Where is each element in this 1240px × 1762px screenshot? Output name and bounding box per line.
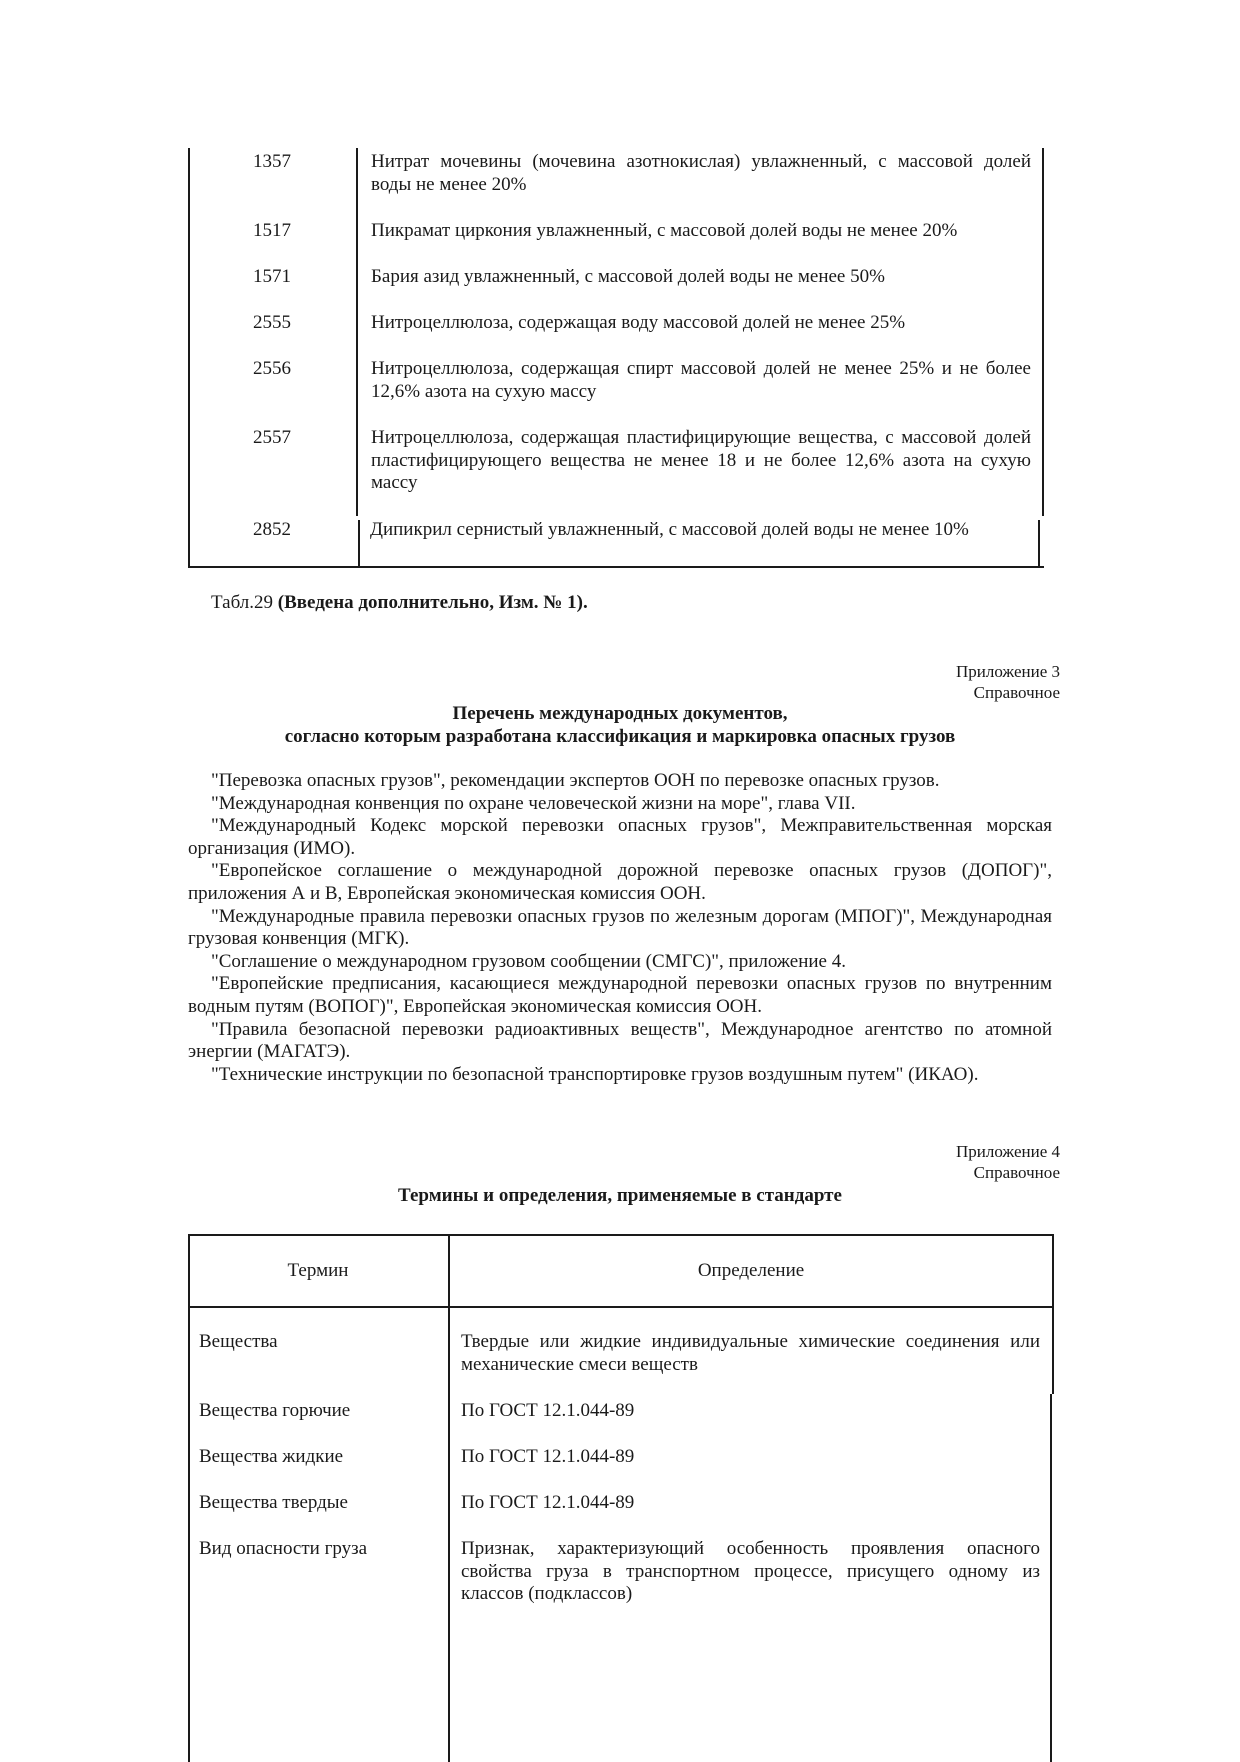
table-border-bottom (188, 566, 1044, 568)
annex-kind: Справочное (973, 683, 1060, 702)
un-number: 1571 (253, 266, 291, 287)
annex-3-title (188, 703, 1052, 748)
annex-4-title: Термины и определения, применяемые в стандарте (398, 1185, 842, 1206)
list-item: "Правила безопасной перевозки радиоактивных веществ", Международное агентство по атомной энергии (МАГАТЭ). (188, 1018, 1052, 1063)
term-cell: Вещества горючие (199, 1400, 351, 1421)
table-border-right (1052, 1234, 1054, 1394)
table-column-divider (356, 148, 358, 516)
table-border-left (188, 1234, 190, 1762)
column-header-definition: Определение (697, 1260, 805, 1281)
table-border-top (188, 1234, 1054, 1236)
substance-name: Дипикрил сернистый увлажненный, с массовой долей воды не менее 10% (370, 519, 969, 540)
substance-name: Нитрат мочевины (мочевина азотнокислая) увлажненный, с массовой долей воды не менее 20% (371, 151, 1031, 195)
annex-kind: Справочное (973, 1163, 1060, 1182)
definition-cell: По ГОСТ 12.1.044-89 (461, 1400, 635, 1421)
term-cell: Вещества (199, 1331, 278, 1352)
list-item: "Европейские предписания, касающиеся международной перевозки опасных грузов по внутренним водным путям (ВОПОГ)", Европейская экономическая комиссия ООН. (188, 973, 1052, 1017)
list-item: "Международный Кодекс морской перевозки опасных грузов", Межправительственная морская организация (ИМО). (188, 815, 1052, 859)
annex-label: Приложение 4 (956, 1142, 1060, 1161)
substance-name: Бария азид увлажненный, с массовой долей воды не менее 50% (371, 266, 885, 287)
substance-name: Пикрамат циркония увлажненный, с массовой долей воды не менее 20% (371, 220, 958, 241)
table-header-divider (188, 1306, 1054, 1308)
list-item: "Технические инструкции по безопасной транспортировке грузов воздушным путем" (ИКАО). (211, 1063, 979, 1085)
definition-cell: По ГОСТ 12.1.044-89 (461, 1492, 635, 1513)
list-item: "Международная конвенция по охране человеческой жизни на море", глава VII. (211, 792, 856, 814)
table-column-divider (448, 1234, 450, 1762)
list-item: "Соглашение о международном грузовом сообщении (СМГС)", приложение 4. (211, 950, 846, 972)
substance-name: Нитроцеллюлоза, содержащая спирт массовой долей не менее 25% и не более 12,6% азота на сухую массу (371, 358, 1031, 402)
annex-4-label-block (956, 1141, 1060, 1183)
annex-title-line: согласно которым разработана классификация и маркировка опасных грузов (284, 725, 956, 747)
list-item: "Международные правила перевозки опасных грузов по железным дорогам (МПОГ)", Международная грузовая конвенция (МГК). (188, 905, 1052, 950)
un-number: 2556 (253, 358, 291, 379)
list-item: "Европейское соглашение о международной дорожной перевозке опасных грузов (ДОПОГ)", приложения А и В, Европейская экономическая комиссия ООН. (188, 860, 1052, 904)
annex-title-line: Перечень международных документов, (452, 703, 788, 724)
list-item: "Перевозка опасных грузов", рекомендации экспертов ООН по перевозке опасных грузов. (211, 770, 940, 791)
un-number: 2555 (253, 312, 291, 333)
table-border-right (1042, 148, 1044, 516)
terms-definitions-table (188, 1234, 1054, 1762)
dangerous-goods-table (188, 148, 1044, 568)
column-header-term: Термин (287, 1260, 349, 1281)
international-documents-list (188, 770, 1052, 1086)
substance-name: Нитроцеллюлоза, содержащая воду массовой долей не менее 25% (371, 312, 906, 333)
table-note-amendment: (Введена дополнительно, Изм. № 1). (277, 592, 588, 613)
term-cell: Вещества жидкие (199, 1446, 344, 1467)
table-column-divider (358, 520, 360, 568)
term-cell: Вещества твердые (199, 1492, 348, 1513)
table-border-right (1050, 1394, 1052, 1762)
un-number: 1517 (253, 220, 291, 241)
annex-label: Приложение 3 (956, 662, 1060, 681)
table-border-right (1038, 520, 1040, 568)
annex-3-label-block (956, 661, 1060, 703)
substance-name: Нитроцеллюлоза, содержащая пластифицирующие вещества, с массовой долей пластифицирующего вещества не менее 18 и не более 12,6% азота на сухую массу (371, 427, 1031, 493)
table-note-prefix: Табл.29 (211, 592, 278, 613)
term-cell: Вид опасности груза (199, 1538, 368, 1559)
un-number: 2852 (253, 519, 291, 540)
definition-cell: По ГОСТ 12.1.044-89 (461, 1446, 635, 1467)
definition-cell: Твердые или жидкие индивидуальные химические соединения или механические смеси веществ (461, 1331, 1040, 1375)
definition-cell: Признак, характеризующий особенность проявления опасного свойства груза в транспортном процессе, присущего одному из классов (подклассов) (461, 1538, 1040, 1604)
table-note (211, 592, 588, 614)
un-number: 1357 (253, 151, 291, 172)
un-number: 2557 (253, 427, 291, 448)
